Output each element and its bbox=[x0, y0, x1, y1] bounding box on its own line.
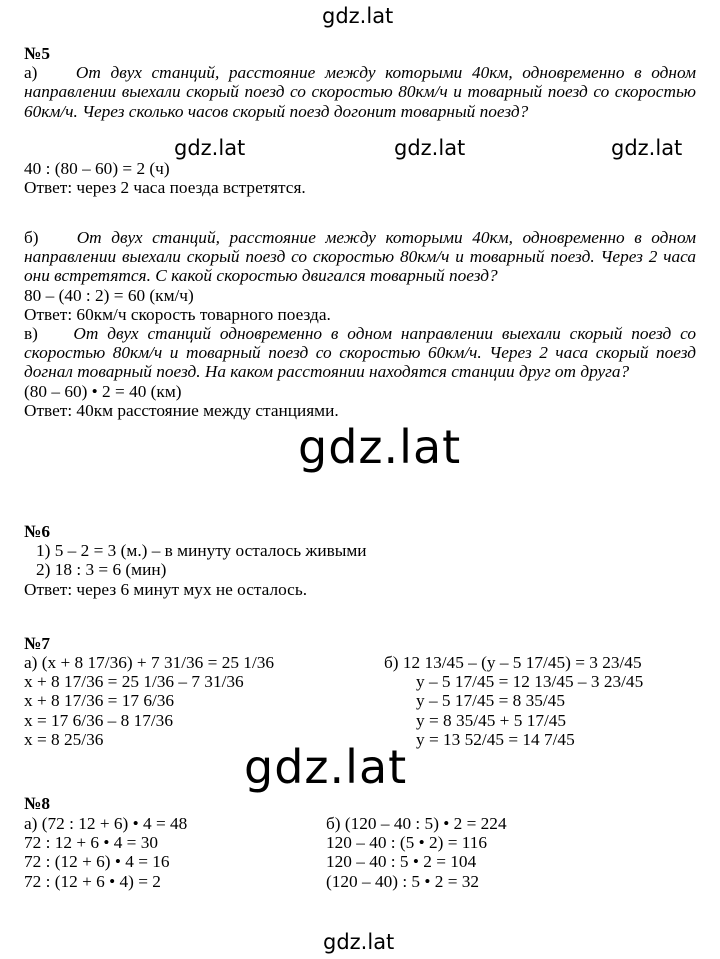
task-6-step2: 2) 18 : 3 = 6 (мин) bbox=[36, 560, 167, 580]
task-6-answer: Ответ: через 6 минут мух не осталось. bbox=[24, 579, 308, 599]
task-8a-line: а) (72 : 12 + 6) • 4 = 48 bbox=[24, 814, 188, 833]
task-8a-line: 72 : (12 + 6 • 4) = 2 bbox=[24, 871, 161, 891]
task-8a-line: 72 : (12 + 6) • 4 = 16 bbox=[24, 852, 170, 872]
task-5c-answer: Ответ: 40км расстояние между станциями. bbox=[24, 400, 339, 420]
task-7b-line: y – 5 17/45 = 8 35/45 bbox=[416, 691, 565, 711]
task-5c-calc: (80 – 60) • 2 = 40 (км) bbox=[24, 381, 182, 401]
task-8a-line: 72 : 12 + 6 • 4 = 30 bbox=[24, 833, 159, 853]
section-5 bbox=[24, 44, 696, 121]
task-7a-line: а) (x + 8 17/36) + 7 31/36 = 25 1/36 bbox=[24, 653, 275, 672]
section-5b bbox=[24, 228, 696, 420]
task-7a-line: x = 17 6/36 – 8 17/36 bbox=[24, 710, 173, 730]
watermark-row-left: gdz.lat bbox=[174, 136, 246, 160]
watermark-large-lower: gdz.lat bbox=[244, 740, 408, 794]
section-5-title: №5 bbox=[24, 44, 51, 63]
task-7b-line: y = 13 52/45 = 14 7/45 bbox=[416, 729, 575, 749]
section-6-title: №6 bbox=[24, 522, 51, 541]
task-5a-calc: 40 : (80 – 60) = 2 (ч) bbox=[24, 159, 170, 178]
task-5a-answer: Ответ: через 2 часа поезда встретятся. bbox=[24, 178, 306, 198]
task-5a-label: а) bbox=[24, 63, 38, 83]
section-7-title: №7 bbox=[24, 634, 51, 653]
watermark-top: gdz.lat bbox=[322, 4, 394, 28]
task-7b bbox=[384, 653, 643, 749]
task-8b-line: 120 – 40 : 5 • 2 = 104 bbox=[326, 852, 477, 872]
task-5a-text: От двух станций, расстояние между которыми 40км, одновременно в одном направлении выехали скорый поезд со скоростью 80км/ч и товарный поезд со скоростью 60км/ч. Через сколько часов скорый поезд догонит товарный поезд? bbox=[24, 63, 696, 121]
watermark-row-right: gdz.lat bbox=[611, 136, 683, 160]
task-5c-label: в) bbox=[24, 324, 38, 344]
task-5b-calc: 80 – (40 : 2) = 60 (км/ч) bbox=[24, 285, 194, 305]
task-6-step1: 1) 5 – 2 = 3 (м.) – в минуту осталось живыми bbox=[36, 541, 367, 561]
task-7b-line: y = 8 35/45 + 5 17/45 bbox=[416, 710, 567, 730]
task-8b-line: (120 – 40) : 5 • 2 = 32 bbox=[326, 871, 480, 891]
section-8 bbox=[24, 794, 696, 813]
task-7b-line: б) 12 13/45 – (y – 5 17/45) = 3 23/45 bbox=[384, 653, 642, 672]
task-5b-text: От двух станций, расстояние между которыми 40км, одновременно в одном направлении выехали скорый поезд со скоростью 80км/ч и товарный поезд. Через 2 часа они встретятся. С какой скоростью двигался товарный поезд? bbox=[24, 228, 696, 286]
section-6 bbox=[24, 522, 696, 599]
watermark-large-middle: gdz.lat bbox=[298, 420, 462, 474]
task-8b bbox=[326, 814, 507, 891]
task-8b-line: б) (120 – 40 : 5) • 2 = 224 bbox=[326, 814, 507, 833]
task-5b-label: б) bbox=[24, 228, 39, 247]
task-7a-line: x + 8 17/36 = 25 1/36 – 7 31/36 bbox=[24, 672, 244, 692]
task-5b bbox=[24, 228, 696, 286]
watermark-bottom: gdz.lat bbox=[323, 930, 395, 954]
task-7a-line: x = 8 25/36 bbox=[24, 729, 104, 749]
task-5c bbox=[24, 324, 696, 382]
section-8-title: №8 bbox=[24, 794, 51, 813]
task-7a-line: x + 8 17/36 = 17 6/36 bbox=[24, 691, 175, 711]
task-8a bbox=[24, 814, 187, 891]
section-5a-solution bbox=[24, 159, 696, 197]
task-7b-line: y – 5 17/45 = 12 13/45 – 3 23/45 bbox=[416, 672, 644, 692]
task-5c-text: От двух станций одновременно в одном направлении выехали скорый поезд со скоростью 80км/ч и товарный поезд со скоростью 60км/ч. Через 2 часа скорый поезд догнал товарный поезд. На каком расстоянии находятся станции друг от друга? bbox=[24, 324, 697, 382]
task-5a bbox=[24, 63, 696, 121]
watermark-row-center: gdz.lat bbox=[394, 136, 466, 160]
section-7 bbox=[24, 634, 696, 653]
task-7a bbox=[24, 653, 274, 749]
task-8b-line: 120 – 40 : (5 • 2) = 116 bbox=[326, 833, 488, 853]
task-5b-answer: Ответ: 60км/ч скорость товарного поезда. bbox=[24, 304, 331, 324]
